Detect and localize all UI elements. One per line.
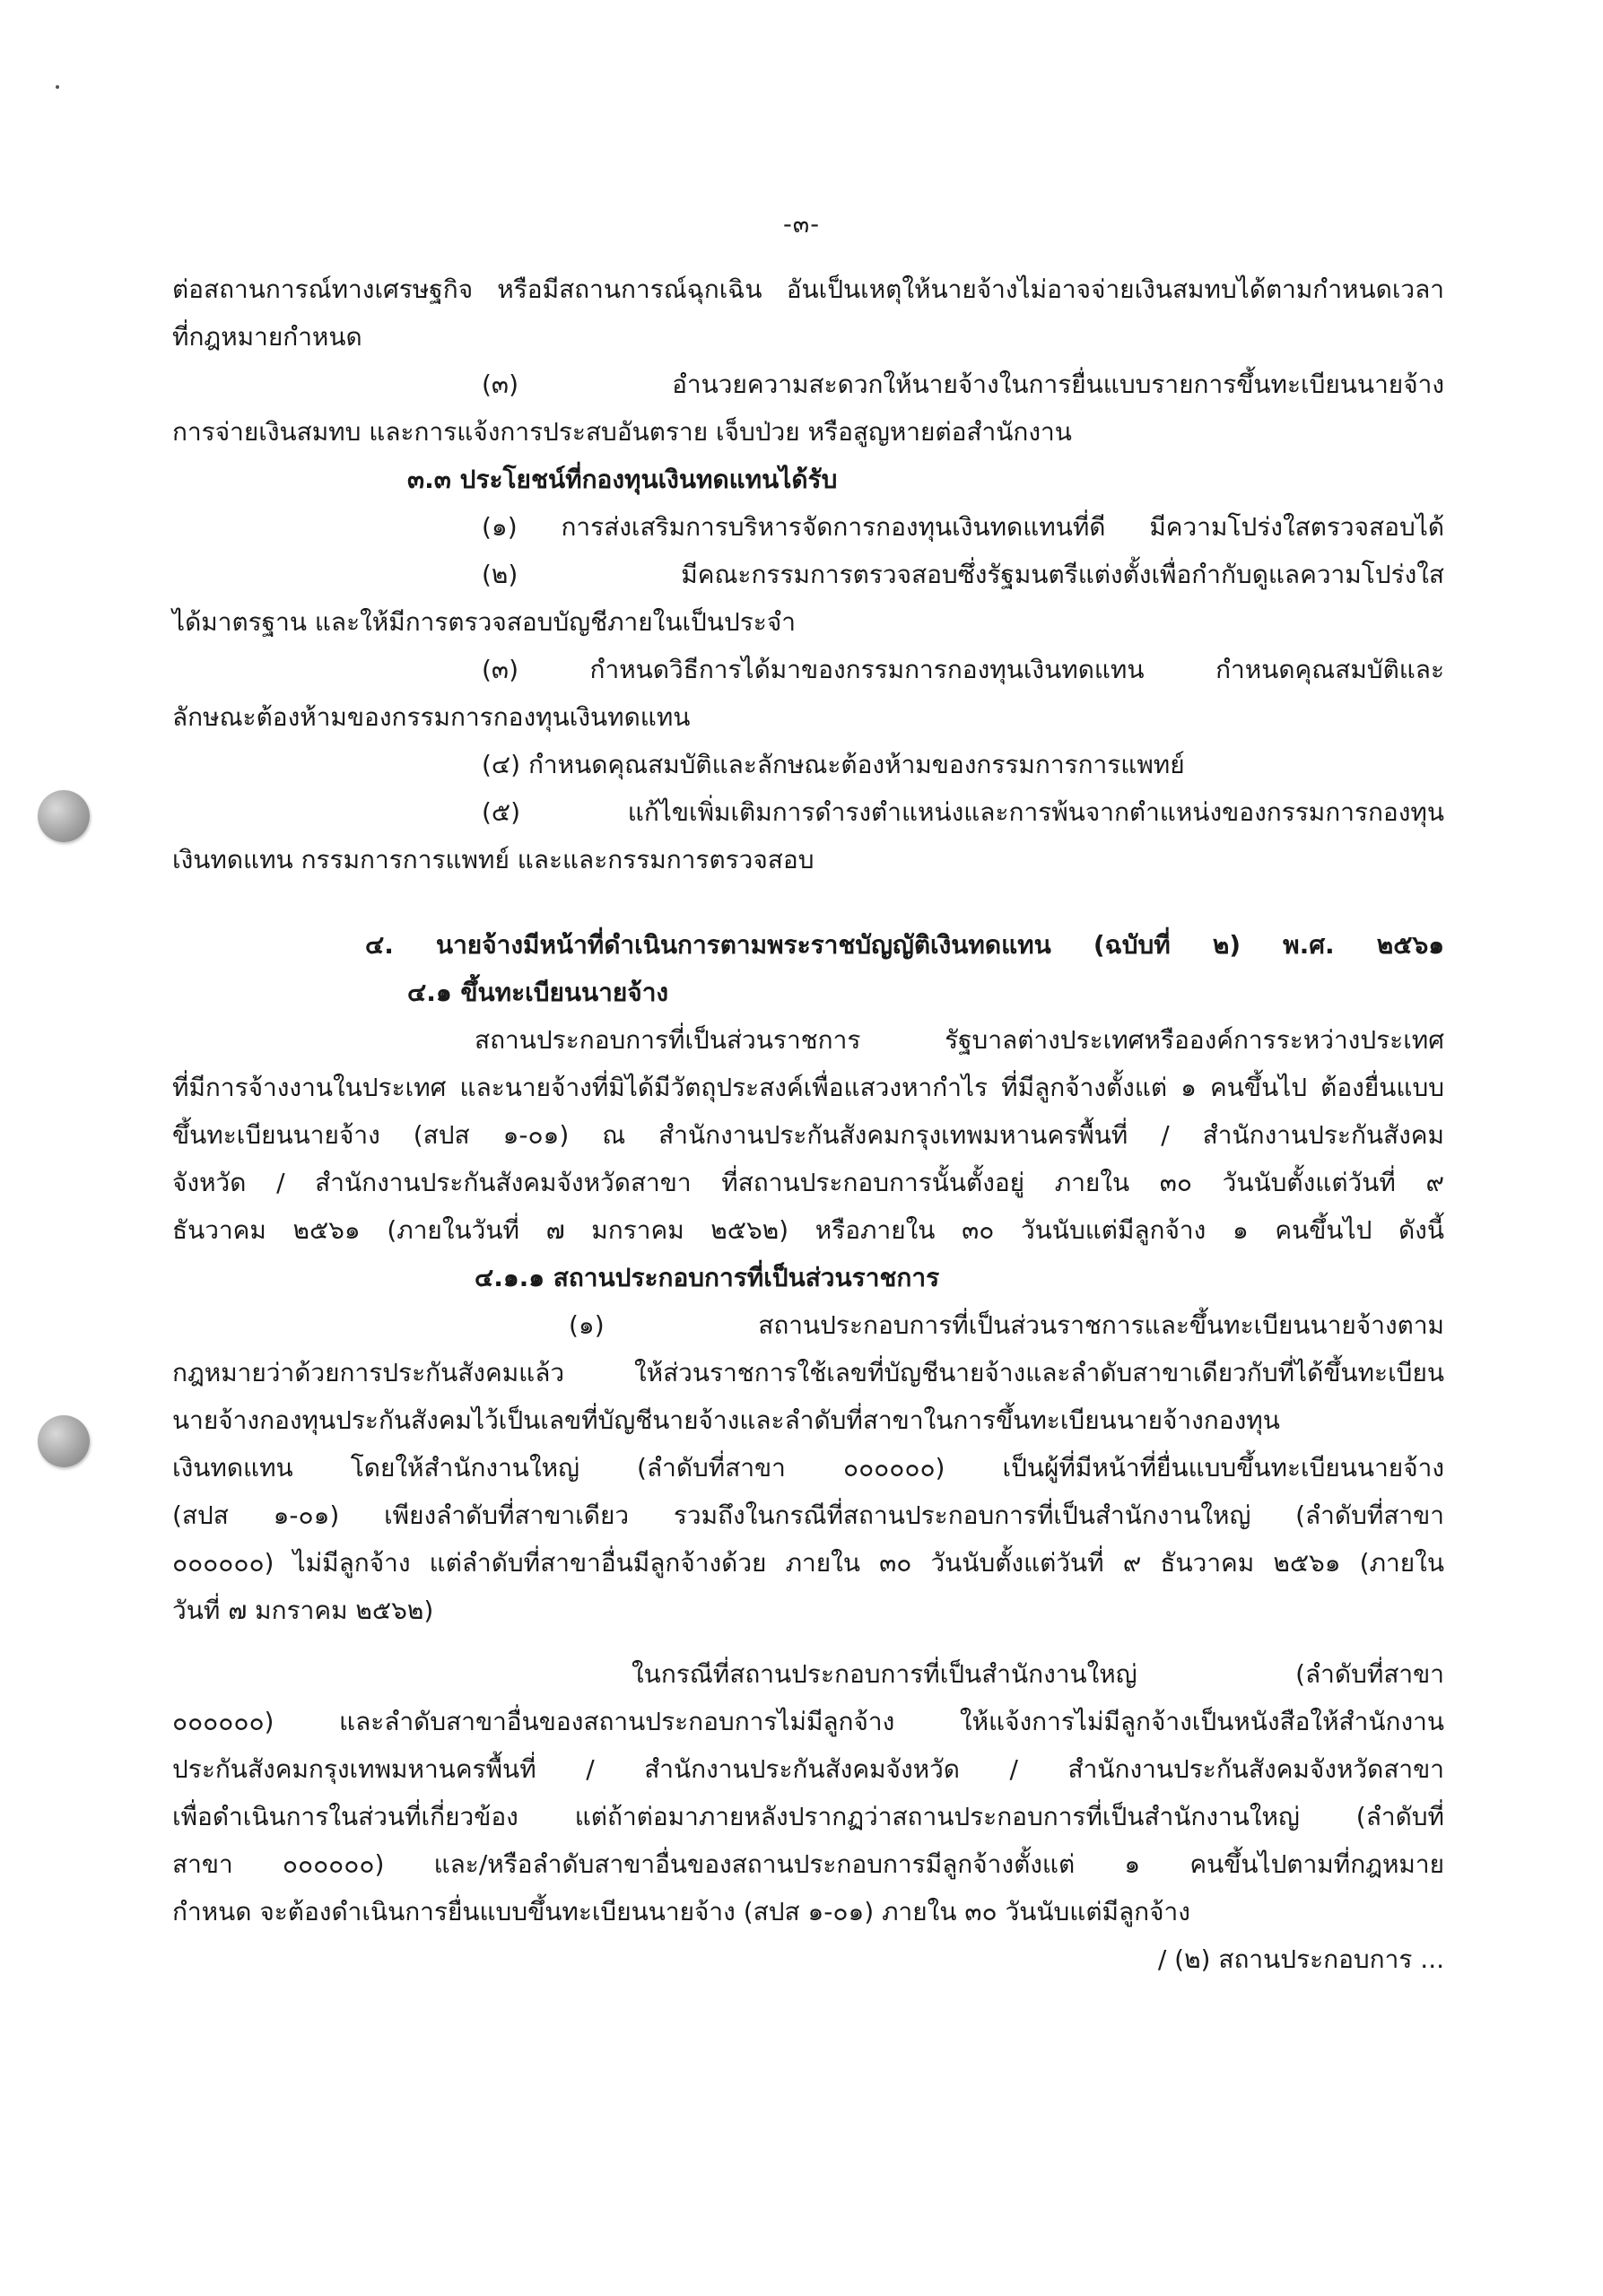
- list-item-line: (๓) อำนวยความสะดวกให้นายจ้างในการยื่นแบบรายการขึ้นทะเบียนนายจ้าง: [482, 370, 1444, 399]
- body-line: เพื่อดำเนินการในส่วนที่เกี่ยวข้อง แต่ถ้าต่อมาภายหลังปรากฏว่าสถานประกอบการที่เป็นสำนักงานใหญ่ (ลำดับที่: [172, 1802, 1444, 1831]
- list-item-line: (๕) แก้ไขเพิ่มเติมการดำรงตำแหน่งและการพ้นจากตำแหน่งของกรรมการกองทุน: [482, 797, 1444, 827]
- body-line: การจ่ายเงินสมทบ และการแจ้งการประสบอันตราย เจ็บป่วย หรือสูญหายต่อสำนักงาน: [172, 417, 1072, 447]
- body-line: นายจ้างกองทุนประกันสังคมไว้เป็นเลขที่บัญชีนายจ้างและลำดับที่สาขาในการขึ้นทะเบียนนายจ้างกองทุน: [172, 1405, 1280, 1435]
- list-item-line: (๒) มีคณะกรรมการตรวจสอบซึ่งรัฐมนตรีแต่งตั้งเพื่อกำกับดูแลความโปร่งใส: [482, 560, 1444, 589]
- body-line: กฎหมายว่าด้วยการประกันสังคมแล้ว ให้ส่วนราชการใช้เลขที่บัญชีนายจ้างและลำดับสาขาเดียวกับที่ได้ขึ้นทะเบียน: [172, 1358, 1444, 1387]
- punch-hole-bottom: [38, 1415, 90, 1467]
- body-line: ต่อสถานการณ์ทางเศรษฐกิจ หรือมีสถานการณ์ฉุกเฉิน อันเป็นเหตุให้นายจ้างไม่อาจจ่ายเงินสมทบได้ตามกำหนดเวลา: [172, 274, 1444, 304]
- body-line: ที่มีการจ้างงานในประเทศ และนายจ้างที่มิได้มีวัตถุประสงค์เพื่อแสวงหากำไร ที่มีลูกจ้างตั้งแต่ ๑ คนขึ้นไป ต้องยื่นแบบ: [172, 1073, 1444, 1102]
- list-item-line: (๓) กำหนดวิธีการได้มาของกรรมการกองทุนเงินทดแทน กำหนดคุณสมบัติและ: [482, 655, 1444, 684]
- body-line: เงินทดแทน กรรมการการแพทย์ และและกรรมการตรวจสอบ: [172, 845, 815, 874]
- body-line: ประกันสังคมกรุงเทพมหานครพื้นที่ / สำนักงานประกันสังคมจังหวัด / สำนักงานประกันสังคมจังหวัดสาขา: [172, 1754, 1444, 1784]
- body-line: กำหนด จะต้องดำเนินการยื่นแบบขึ้นทะเบียนนายจ้าง (สปส ๑-๐๑) ภายใน ๓๐ วันนับแต่มีลูกจ้าง: [172, 1897, 1190, 1926]
- document-body: [172, 265, 1444, 1983]
- body-line: ได้มาตรฐาน และให้มีการตรวจสอบบัญชีภายในเป็นประจำ: [172, 607, 796, 637]
- body-line: วันที่ ๗ มกราคม ๒๕๖๒): [172, 1596, 434, 1625]
- page-number: -๓-: [783, 211, 820, 239]
- section-heading-4-1: ๔.๑ ขึ้นทะเบียนนายจ้าง: [407, 978, 669, 1007]
- section-heading-4-1-1: ๔.๑.๑ สถานประกอบการที่เป็นส่วนราชการ: [475, 1263, 940, 1292]
- body-line: สถานประกอบการที่เป็นส่วนราชการ รัฐบาลต่างประเทศหรือองค์การระหว่างประเทศ: [475, 1025, 1444, 1055]
- body-line: จังหวัด / สำนักงานประกันสังคมจังหวัดสาขา ที่สถานประกอบการนั้นตั้งอยู่ ภายใน ๓๐ วันนับตั้งแต่วันที่ ๙: [172, 1168, 1444, 1197]
- body-line: (สปส ๑-๐๑) เพียงลำดับที่สาขาเดียว รวมถึงในกรณีที่สถานประกอบการที่เป็นสำนักงานใหญ่ (ลำดับที่สาขา: [172, 1500, 1444, 1530]
- body-line: เงินทดแทน โดยให้สำนักงานใหญ่ (ลำดับที่สาขา ๐๐๐๐๐๐) เป็นผู้ที่มีหน้าที่ยื่นแบบขึ้นทะเบียนนายจ้าง: [172, 1453, 1444, 1483]
- list-item-line: (๑) สถานประกอบการที่เป็นส่วนราชการและขึ้นทะเบียนนายจ้างตาม: [569, 1310, 1444, 1340]
- scan-speck: [56, 85, 59, 89]
- section-heading-4: ๔. นายจ้างมีหน้าที่ดำเนินการตามพระราชบัญญัติเงินทดแทน (ฉบับที่ ๒) พ.ศ. ๒๕๖๑: [365, 930, 1444, 960]
- body-line: ๐๐๐๐๐๐) ไม่มีลูกจ้าง แต่ลำดับที่สาขาอื่นมีลูกจ้างด้วย ภายใน ๓๐ วันนับตั้งแต่วันที่ ๙ ธันวาคม ๒๕๖๑ (ภายใน: [172, 1548, 1444, 1578]
- body-line: ธันวาคม ๒๕๖๑ (ภายในวันที่ ๗ มกราคม ๒๕๖๒) หรือภายใน ๓๐ วันนับแต่มีลูกจ้าง ๑ คนขึ้นไป ดังนี้: [172, 1215, 1444, 1245]
- body-line: ๐๐๐๐๐๐) และลำดับสาขาอื่นของสถานประกอบการไม่มีลูกจ้าง ให้แจ้งการไม่มีลูกจ้างเป็นหนังสือให้สำนักงาน: [172, 1707, 1444, 1736]
- list-item-line: (๑) การส่งเสริมการบริหารจัดการกองทุนเงินทดแทนที่ดี มีความโปร่งใสตรวจสอบได้: [482, 512, 1444, 542]
- body-line: ที่กฎหมายกำหนด: [172, 322, 362, 352]
- punch-hole-top: [38, 790, 90, 842]
- section-heading-3-3: ๓.๓ ประโยชน์ที่กองทุนเงินทดแทนได้รับ: [407, 465, 838, 494]
- body-line: ในกรณีที่สถานประกอบการที่เป็นสำนักงานใหญ่ (ลำดับที่สาขา: [632, 1659, 1444, 1689]
- body-line: ลักษณะต้องห้ามของกรรมการกองทุนเงินทดแทน: [172, 702, 691, 732]
- list-item-line: (๔) กำหนดคุณสมบัติและลักษณะต้องห้ามของกรรมการการแพทย์: [482, 750, 1185, 779]
- body-line: สาขา ๐๐๐๐๐๐) และ/หรือลำดับสาขาอื่นของสถานประกอบการมีลูกจ้างตั้งแต่ ๑ คนขึ้นไปตามที่กฎหมาย: [172, 1849, 1444, 1879]
- continuation-note: / (๒) สถานประกอบการ ...: [1157, 1944, 1444, 1974]
- body-line: ขึ้นทะเบียนนายจ้าง (สปส ๑-๐๑) ณ สำนักงานประกันสังคมกรุงเทพมหานครพื้นที่ / สำนักงานประกันสังคม: [172, 1120, 1444, 1150]
